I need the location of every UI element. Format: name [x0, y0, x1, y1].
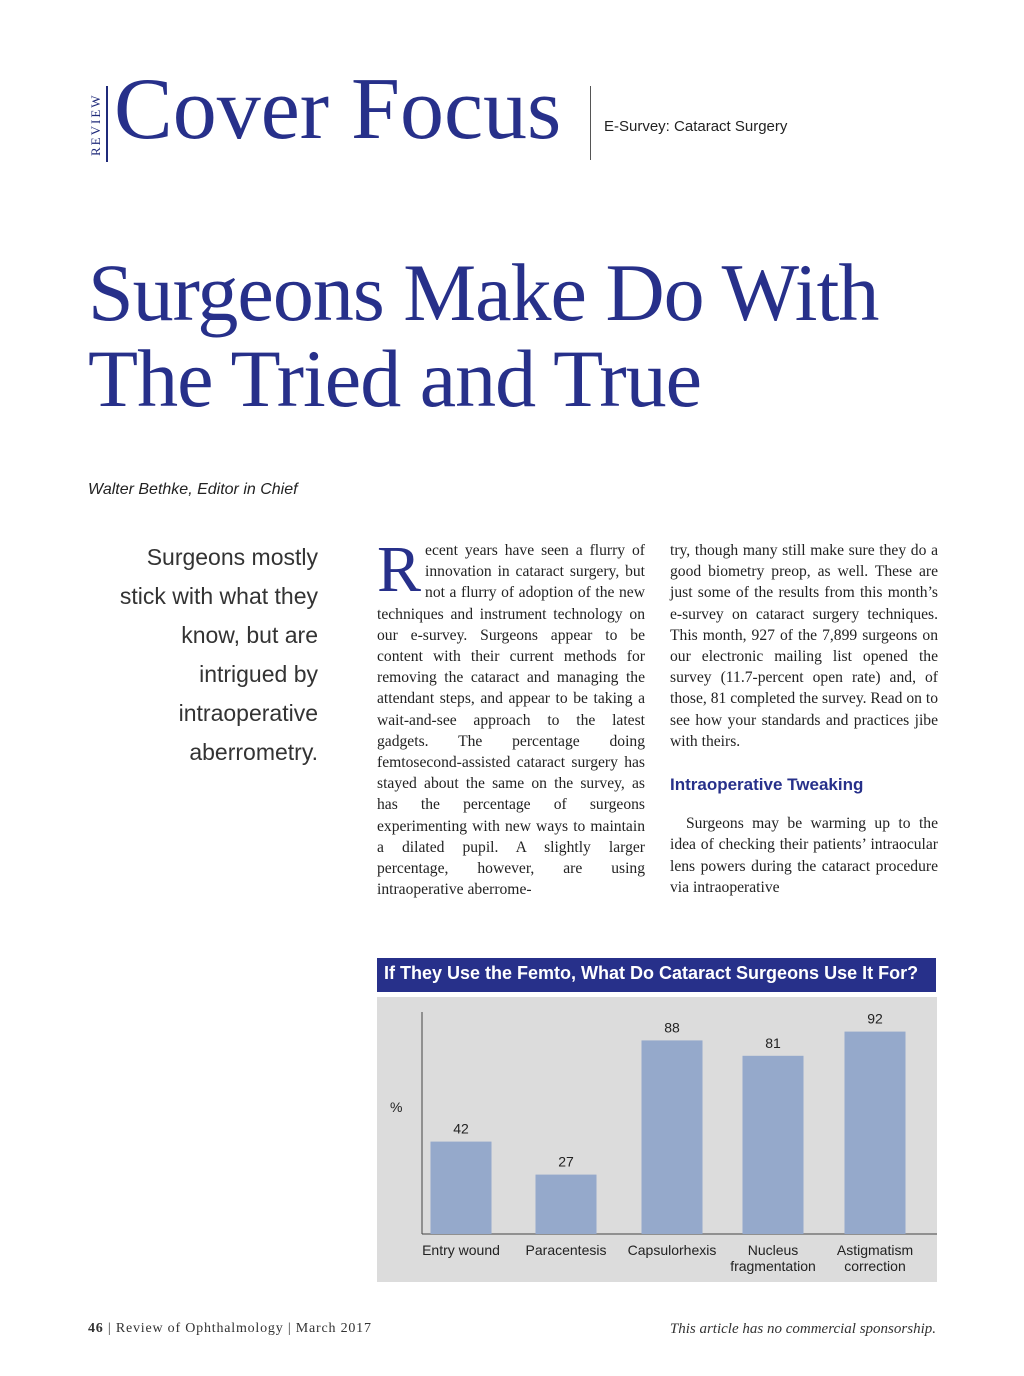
category-label: Capsulorhexis [627, 1242, 717, 1258]
review-logo [84, 78, 104, 158]
data-label: 88 [664, 1019, 680, 1036]
section-subtitle: E-Survey: Cataract Surgery [604, 118, 788, 135]
review-label: REVIEW [88, 93, 103, 156]
subheading: Intraoperative Tweaking [670, 775, 864, 795]
bar [743, 1056, 804, 1234]
category-label: Entry wound [422, 1242, 500, 1258]
category-label: fragmentation [730, 1258, 816, 1274]
title-line-1: Surgeons Make Do With [88, 247, 879, 338]
bar [642, 1040, 703, 1234]
bar [845, 1032, 906, 1234]
section-title: Cover Focus [114, 61, 562, 158]
footer-info: 46 | Review of Ophthalmology | March 2017 [88, 1321, 372, 1336]
body-column-2 [670, 540, 938, 898]
header-divider [590, 86, 591, 160]
data-label: 92 [867, 1010, 883, 1027]
body-text: ecent years have seen a flurry of innovation in cataract surgery, but not a flurry of adoption of the new techniques and instrument technology on our e-survey. Surgeons appear to be content with their current methods for removing the cataract and managing the attendant steps, and appear to be taking a wait-and-see approach to the latest gadgets. The percentage doing femtosecond-assisted cataract surgery has stayed about the same on the survey, as has the percentage of surgeons experimenting with new ways to maintain a dilated pupil. A slightly larger percentage, however, are using intraoperative aberrome- [377, 542, 645, 899]
article-title [88, 247, 968, 424]
category-label: Nucleus [747, 1242, 799, 1258]
body-text: Surgeons may be warming up to the idea of checking their patients’ intraocular lens powers during the cataract procedure via intraoperative [670, 815, 938, 896]
drop-cap: R [377, 533, 422, 606]
sponsorship-note: This article has no commercial sponsorship. [669, 1321, 936, 1337]
y-axis-label: % [390, 1099, 403, 1115]
bar [536, 1175, 597, 1234]
chart-title: If They Use the Femto, What Do Cataract Surgeons Use It For? [384, 963, 919, 983]
body-text: try, though many still make sure they do a good biometry preop, as well. These are just some of the results from this month’s e-survey on cataract surgery techniques. This month, 927 of the 7,899 surgeons on our electronic mailing list opened the survey (11.7-percent open rate) and, of those, 81 completed the survey. Read on to see how your standards and practices jibe with theirs. [670, 542, 938, 750]
header-divider [106, 86, 108, 162]
page-number: 46 [88, 1321, 104, 1336]
data-label: 42 [453, 1120, 469, 1137]
issue-date: March 2017 [295, 1321, 372, 1336]
bar [431, 1142, 492, 1234]
byline: Walter Bethke, Editor in Chief [88, 481, 298, 498]
category-label: Paracentesis [525, 1242, 607, 1258]
data-label: 27 [558, 1153, 574, 1170]
title-line-2: The Tried and True [88, 333, 702, 424]
bar-chart [377, 997, 937, 1282]
pull-quote: Surgeons mostly stick with what they know, but are intrigued by intraoperative aberrometry. [119, 544, 318, 765]
data-label: 81 [765, 1034, 781, 1051]
category-label: correction [844, 1258, 906, 1274]
section-header [84, 61, 844, 162]
publication-name: Review of Ophthalmology [115, 1321, 284, 1336]
body-column-1 [377, 533, 645, 900]
category-label: Astigmatism [836, 1242, 914, 1258]
